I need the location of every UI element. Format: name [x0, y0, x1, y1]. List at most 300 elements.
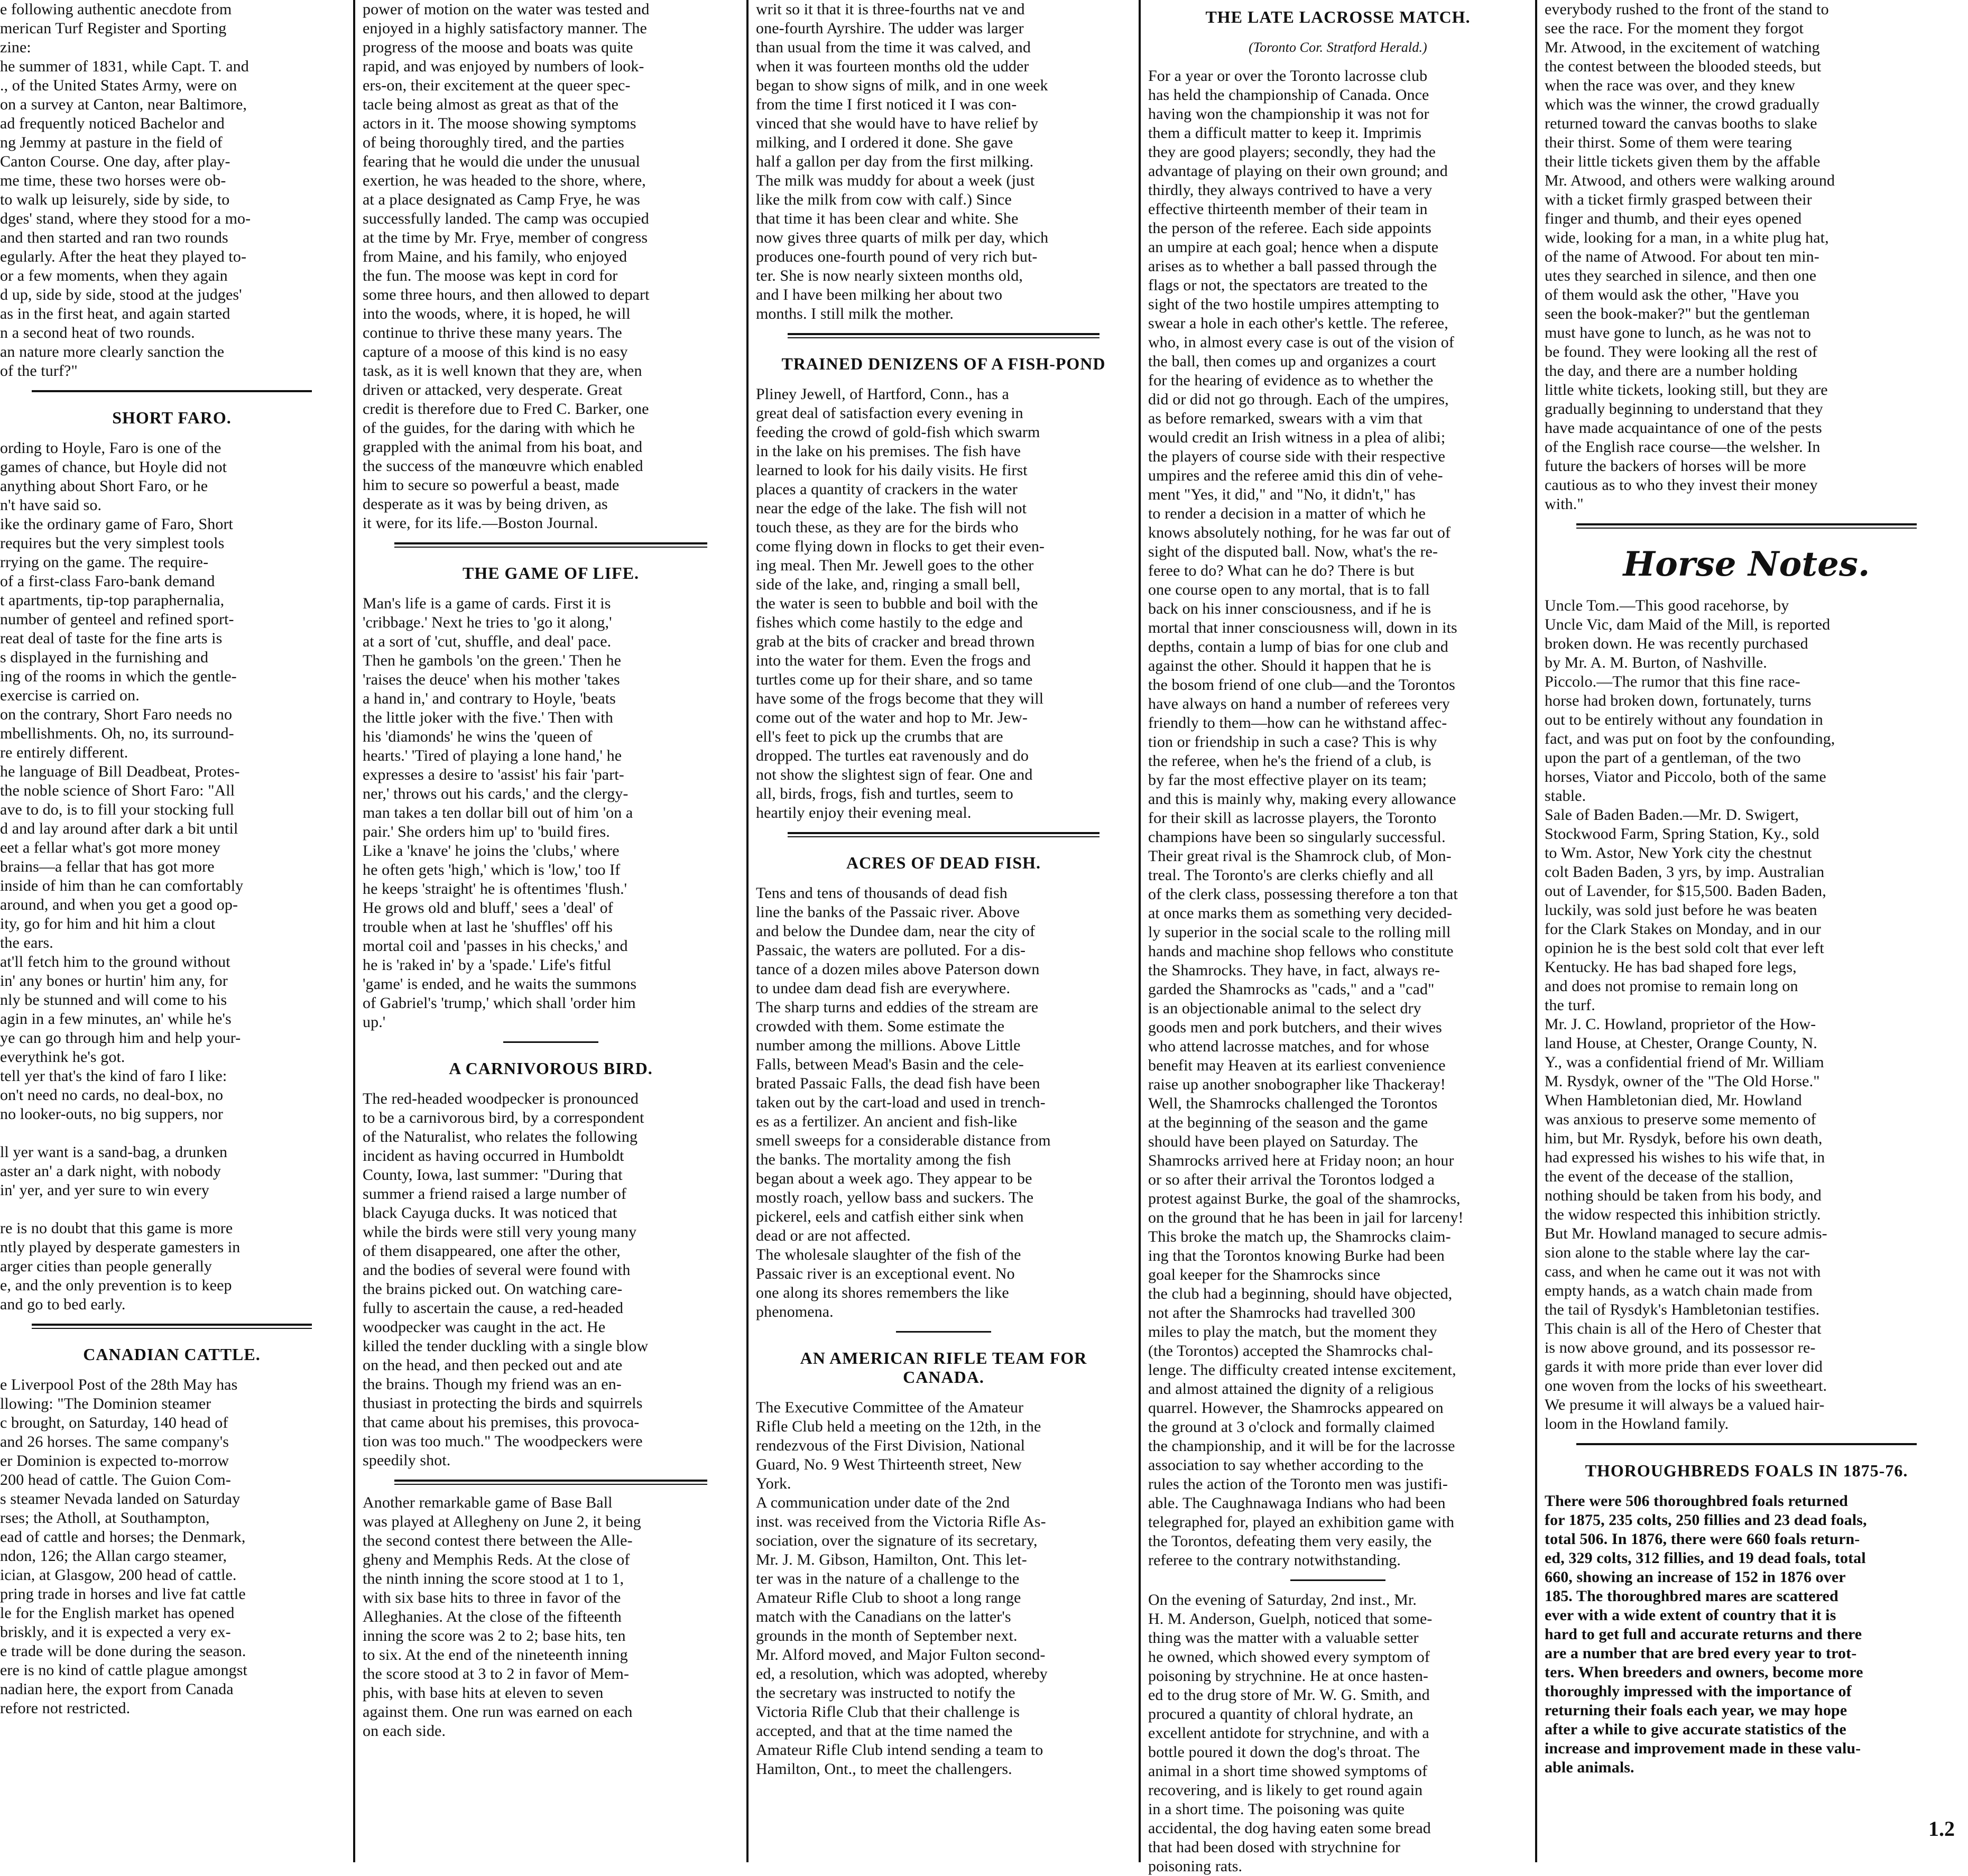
text-line: back on his inner consciousness, and if he is — [1148, 600, 1431, 617]
text-line: mbellishments. Oh, no, its surround- — [0, 725, 234, 742]
text-line: er Dominion is expected to-morrow — [0, 1452, 229, 1470]
text-line: an umpire at each goal; hence when a dispute — [1148, 238, 1439, 256]
text-line: sight of the disputed ball. Now, what's the re- — [1148, 543, 1438, 560]
text-line: ing of the rooms in which the gentle- — [0, 668, 237, 685]
text-line: the ball, then comes up and organizes a court — [1148, 353, 1436, 370]
text-line: horse had broken down, fortunately, turns — [1545, 692, 1812, 709]
column-rule — [746, 0, 749, 1862]
text-line: Passaic river is an exceptional event. No — [756, 1265, 1015, 1282]
text-line: in' yer, and yer sure to win every — [0, 1181, 209, 1199]
text-line: The Executive Committee of the Amateur — [756, 1399, 1024, 1416]
text-line: must have gone to lunch, as he was not to — [1545, 324, 1812, 341]
text-line: against them. One run was earned on each — [363, 1703, 633, 1721]
text-line: power of motion on the water was tested and — [363, 1, 650, 18]
text-line: cautious as to who they invest their money — [1545, 476, 1818, 494]
text-line: Their great rival is the Shamrock club, of Mon- — [1148, 847, 1452, 865]
separator — [32, 1328, 312, 1329]
text-line: hands and machine shop fellows who constitute — [1148, 942, 1454, 960]
text-line: rapid, and was enjoyed by numbers of look- — [363, 58, 644, 75]
text-line: quarrel. However, the Shamrocks appeared on — [1148, 1399, 1444, 1417]
text-line: arger cities than people generally — [0, 1258, 212, 1275]
article-canadian-cattle — [0, 1375, 344, 1718]
text-line: requires but the very simplest tools — [0, 534, 225, 552]
text-line: when the race was over, and they knew — [1545, 77, 1795, 94]
text-line: goods men and pork butchers, and their wives — [1148, 1019, 1442, 1036]
text-line: like the milk from cow with calf.) Since — [756, 191, 1012, 208]
text-line: Piccolo.—The rumor that this fine race- — [1545, 673, 1800, 690]
text-line: the club had a beginning, should have objected, — [1148, 1285, 1453, 1302]
text-line: treal. The Toronto's are clerks chiefly and all — [1148, 866, 1434, 884]
text-line: ording to Hoyle, Faro is one of the — [0, 439, 221, 457]
text-line: lenge. The difficulty created intense excitement, — [1148, 1361, 1456, 1379]
text-line: or a few moments, when they again — [0, 267, 228, 284]
text-line: e trade will be done during the season. — [0, 1642, 246, 1660]
text-line: by far the most effective player on its team; — [1148, 771, 1427, 789]
text-line: was played at Allegheny on June 2, it being — [363, 1513, 641, 1530]
text-line: for the Clark Stakes on Monday, and in our — [1545, 920, 1821, 938]
text-line: having won the championship it was not for — [1148, 105, 1429, 123]
text-line: merican Turf Register and Sporting — [0, 20, 227, 37]
text-line: and then started and ran two rounds — [0, 229, 228, 246]
text-line: fully to ascertain the cause, a red-headed — [363, 1299, 624, 1317]
text-line: after a while to give accurate statistics of the — [1545, 1721, 1846, 1738]
text-line: Shamrocks arrived here at Friday noon; an hour — [1148, 1152, 1454, 1169]
text-line: Amateur Rifle Club intend sending a team to — [756, 1741, 1043, 1759]
text-line: near the edge of the lake. The fish will not — [756, 500, 1027, 517]
text-line: ave to do, is to fill your stocking full — [0, 801, 235, 818]
text-line: Well, the Shamrocks challenged the Torontos — [1148, 1095, 1438, 1112]
text-line: the referee, when he's the friend of a club, is — [1148, 752, 1431, 770]
text-line: at'll fetch him to the ground without — [0, 953, 230, 971]
text-line: have always on hand a number of referees very — [1148, 695, 1450, 713]
text-line: at a sort of 'cut, shuffle, and deal' pace. — [363, 633, 612, 650]
text-line: produces one-fourth pound of very rich but- — [756, 248, 1038, 265]
text-line: advantage of playing on their own ground; and — [1148, 162, 1448, 180]
text-line: driven or attacked, very desperate. Great — [363, 381, 623, 399]
separator — [788, 333, 1100, 335]
text-line: now gives three quarts of milk per day, which — [756, 229, 1049, 246]
text-line: increase and improvement made in these valu- — [1545, 1740, 1861, 1757]
text-line: the banks. The mortality among the fish — [756, 1151, 1011, 1168]
text-line: out to be entirely without any foundation in — [1545, 711, 1823, 728]
text-line: which was the winner, the crowd gradually — [1545, 96, 1820, 113]
text-line: feeding the crowd of gold-fish which swarm — [756, 423, 1040, 441]
text-line: around, and when you get a good op- — [0, 896, 238, 913]
text-line: for 1875, 235 colts, 250 fillies and 23 dead foals, — [1545, 1511, 1867, 1529]
text-line: Guard, No. 9 West Thirteenth street, New — [756, 1456, 1022, 1473]
text-line: one course open to any mortal, that is to fall — [1148, 581, 1430, 598]
text-line: the brains picked out. On watching care- — [363, 1280, 623, 1298]
text-line: with." — [1545, 495, 1584, 513]
text-line: ye can go through him and help your- — [0, 1029, 241, 1047]
heading-trained-denizens: TRAINED DENIZENS OF A FISH-POND — [781, 354, 1106, 373]
separator — [1576, 523, 1917, 525]
text-line: re entirely different. — [0, 744, 128, 761]
text-line: cass, and when he came out it was not with — [1545, 1263, 1821, 1280]
text-line: at once marks them as something very decided- — [1148, 904, 1453, 922]
column-5 — [1545, 0, 1948, 1862]
text-line: 185. The thoroughbred mares are scattered — [1545, 1587, 1838, 1605]
separator — [394, 1480, 707, 1482]
text-line: black Cayuga ducks. It was noticed that — [363, 1204, 617, 1222]
text-line: the score stood at 3 to 2 in favor of Mem- — [363, 1665, 630, 1683]
text-line: able animals. — [1545, 1759, 1634, 1776]
text-line: milking, and I ordered it done. She gave — [756, 134, 1013, 151]
text-line: Mr. Alford moved, and Major Fulton second- — [756, 1646, 1046, 1664]
text-line: the contest between the blooded steeds, but — [1545, 58, 1822, 75]
heading-game-of-life: THE GAME OF LIFE. — [462, 563, 640, 583]
text-line: months. I still milk the mother. — [756, 305, 954, 322]
text-line: nly be stunned and will come to his — [0, 991, 227, 1009]
text-line: one woven from the locks of his sweetheart. — [1545, 1377, 1827, 1394]
text-line: of being thoroughly tired, and the parties — [363, 134, 624, 151]
text-line: successfully landed. The camp was occupied — [363, 210, 649, 227]
heading-carnivorous-bird: A CARNIVOROUS BIRD. — [449, 1059, 653, 1078]
text-line: of the guides, for the daring with which he — [363, 419, 635, 437]
text-line: the person of the referee. Each side appoints — [1148, 219, 1431, 237]
text-line: the success of the manœuvre which enabled — [363, 457, 643, 475]
text-line: that had been dosed with strychnine for — [1148, 1838, 1401, 1856]
text-line: the little joker with the five.' Then with — [363, 709, 613, 726]
text-line: expresses a desire to 'assist' his fair 'part- — [363, 766, 624, 783]
text-line: everythink he's got. — [0, 1048, 125, 1066]
text-line: fishes which come hastily to the edge and — [756, 614, 1023, 631]
text-line: Mr. J. M. Gibson, Hamilton, Ont. This let- — [756, 1551, 1027, 1568]
text-line: rules the action of the Toronto men was justifi- — [1148, 1475, 1448, 1493]
article-base-ball — [363, 1493, 739, 1741]
text-line: Sale of Baden Baden.—Mr. D. Swigert, — [1545, 806, 1799, 824]
text-line: one-fourth Ayrshire. The udder was larger — [756, 20, 1024, 37]
text-line: tacle being almost as great as that of the — [363, 96, 619, 113]
separator — [1576, 1443, 1917, 1445]
text-line: no looker-outs, no big suppers, nor — [0, 1105, 224, 1123]
text-line: crowded with them. Some estimate the — [756, 1018, 1005, 1035]
text-line: the championship, and it will be for the lacrosse — [1148, 1437, 1455, 1455]
text-line: Victoria Rifle Club that their challenge is — [756, 1703, 1020, 1721]
text-line: zine: — [0, 39, 31, 56]
text-line: Kentucky. He has bad shaped fore legs, — [1545, 958, 1797, 976]
heading-lacrosse-match: THE LATE LACROSSE MATCH. — [1205, 7, 1471, 26]
heading-short-faro: SHORT FARO. — [112, 408, 232, 427]
text-line: nadian here, the export from Canada — [0, 1680, 234, 1698]
text-line: great deal of satisfaction every evening in — [756, 404, 1023, 422]
text-line: Another remarkable game of Base Ball — [363, 1494, 613, 1511]
text-line: thoroughly impressed with the importance of — [1545, 1683, 1852, 1700]
text-line: This chain is all of the Hero of Chester that — [1545, 1320, 1822, 1337]
text-line: in the lake on his premises. The fish have — [756, 442, 1021, 460]
text-line: hearts.' 'Tired of playing a lone hand,' he — [363, 747, 622, 764]
text-line: trouble when at last he 'shuffles' off his — [363, 918, 613, 936]
text-line: number of genteel and refined sport- — [0, 611, 234, 628]
text-line: ers-on, their excitement at the queer spec- — [363, 77, 631, 94]
separator — [32, 1324, 312, 1326]
heading-horse-notes: Horse Notes. — [1623, 544, 1870, 584]
text-line: than usual from the time it was calved, and — [756, 39, 1031, 56]
text-line: capture of a moose of this kind is no easy — [363, 343, 628, 361]
text-line: Then he gambols 'on the green.' Then he — [363, 652, 622, 669]
text-line: e, and the only prevention is to keep — [0, 1277, 232, 1294]
text-line: Man's life is a game of cards. First it is — [363, 595, 611, 612]
separator — [394, 542, 707, 544]
text-line: effective thirteenth member of their team in — [1148, 200, 1428, 218]
text-line: one along its shores remembers the like — [756, 1284, 1009, 1301]
text-line: or so after their arrival the Torontos lodged a — [1148, 1171, 1435, 1188]
text-line: ll yer want is a sand-bag, a drunken — [0, 1143, 228, 1161]
text-line: grounds in the month of September next. — [756, 1627, 1018, 1644]
text-line: ician, at Glasgow, 200 head of cattle. — [0, 1566, 237, 1584]
text-line: ing meal. Then Mr. Jewell goes to the other — [756, 557, 1034, 574]
text-line: c brought, on Saturday, 140 head of — [0, 1414, 228, 1431]
separator — [503, 1041, 598, 1043]
text-line: When Hambletonian died, Mr. Howland — [1545, 1092, 1802, 1109]
column-3 — [756, 0, 1131, 1862]
text-line: returning their foals each year, we may hope — [1545, 1702, 1847, 1719]
text-line: have some of the frogs become that they will — [756, 690, 1044, 707]
byline: (Toronto Cor. Stratford Herald.) — [1249, 40, 1427, 55]
text-line: telegraphed for, played an exhibition game with — [1148, 1513, 1455, 1531]
text-line: total 506. In 1876, there were 660 foals return- — [1545, 1530, 1860, 1548]
text-line: County, Iowa, last summer: "During that — [363, 1166, 623, 1184]
text-line: ead of cattle and horses; the Denmark, — [0, 1528, 246, 1546]
text-line: exertion, he was headed to the shore, where, — [363, 172, 646, 189]
text-line: and I have been milking her about two — [756, 286, 1003, 303]
text-line: re is no doubt that this game is more — [0, 1219, 233, 1237]
text-line: On the evening of Saturday, 2nd inst., Mr. — [1148, 1591, 1417, 1609]
text-line: broken down. He was recently purchased — [1545, 635, 1808, 652]
text-line: The sharp turns and eddies of the stream are — [756, 999, 1039, 1016]
text-line: horses, Viator and Piccolo, both of the same — [1545, 768, 1826, 785]
text-line: continue to thrive these many years. The — [363, 324, 622, 341]
text-line: was anxious to preserve some memento of — [1545, 1111, 1816, 1128]
text-line: ., of the United States Army, were on — [0, 77, 237, 94]
text-line: tion or friendship in such a case? This is why — [1148, 733, 1437, 751]
text-line: of the turf?" — [0, 362, 78, 380]
article-dead-fish — [756, 884, 1131, 1321]
cow-article-end — [756, 0, 1131, 324]
separator — [788, 836, 1100, 837]
text-line: Y., was a confidential friend of Mr. William — [1545, 1053, 1824, 1071]
text-line: Mr. Atwood, in the excitement of watching — [1545, 39, 1820, 56]
text-line: finger and thumb, and their eyes opened — [1545, 210, 1802, 227]
article-carnivorous-bird — [363, 1089, 739, 1470]
text-line: ntly played by desperate gamesters in — [0, 1239, 241, 1256]
text-line: credit is therefore due to Fred C. Barker, one — [363, 400, 649, 418]
text-line: for the hearing of evidence as to whether the — [1148, 372, 1434, 389]
text-line: incident as having occurred in Humboldt — [363, 1147, 624, 1165]
text-line: to six. At the end of the nineteenth inning — [363, 1646, 628, 1664]
text-line: briskly, and it is expected a very ex- — [0, 1623, 231, 1641]
text-line: poisoning by strychnine. He at once hasten- — [1148, 1667, 1429, 1685]
text-line: s steamer Nevada landed on Saturday — [0, 1490, 241, 1508]
heading-thoroughbred-foals: THOROUGHBREDS FOALS IN 1875-76. — [1585, 1461, 1908, 1480]
text-line: H. M. Anderson, Guelph, noticed that some- — [1148, 1610, 1433, 1628]
text-line: out of Lavender, for $15,500. Baden Baden, — [1545, 882, 1826, 900]
text-line: of the name of Atwood. For about ten min- — [1545, 248, 1819, 265]
text-line: gradually beginning to understand that they — [1545, 400, 1823, 418]
text-line: hard to get full and accurate returns and there — [1545, 1625, 1862, 1643]
text-line: from the time I first noticed it I was con- — [756, 96, 1017, 113]
text-line: eet a fellar what's got more money — [0, 839, 220, 856]
text-line: ter. She is now nearly sixteen months old, — [756, 267, 1023, 284]
text-line: friendly to them—how can he withstand affec- — [1148, 714, 1447, 732]
text-line: grappled with the animal from his boat, and — [363, 438, 643, 456]
text-line: Tens and tens of thousands of dead fish — [756, 884, 1008, 902]
text-line: the Shamrocks. They have, in fact, always re- — [1148, 962, 1440, 979]
text-line: brated Passaic Falls, the dead fish have been — [756, 1075, 1040, 1092]
text-line: an nature more clearly sanction the — [0, 343, 225, 361]
text-line: Alleghanies. At the close of the fifteenth — [363, 1608, 622, 1625]
text-line: arises as to whether a ball passed through the — [1148, 257, 1437, 275]
text-line: rrying on the game. The require- — [0, 553, 209, 571]
text-line: he owned, which showed every symptom of — [1148, 1648, 1430, 1666]
text-line: knows absolutely nothing, for he was far out of — [1148, 524, 1451, 541]
article-horse-notes — [1545, 596, 1948, 1434]
text-line: while the birds were still very young many — [363, 1223, 637, 1241]
article-game-of-life — [363, 594, 739, 1032]
race-article-end — [1545, 0, 1948, 514]
text-line: the secretary was instructed to notify the — [756, 1684, 1015, 1702]
text-line: at the beginning of the season and the game — [1148, 1114, 1428, 1131]
text-line: had expressed his wishes to his wife that, in — [1545, 1149, 1825, 1166]
text-line: tion was too much." The woodpeckers were — [363, 1433, 643, 1450]
text-line: wide, looking for a man, in a white plug hat, — [1545, 229, 1829, 246]
separator — [896, 1331, 991, 1333]
text-line: Like a 'knave' he joins the 'clubs,' where — [363, 842, 620, 860]
text-line: pair.' She orders him up' to 'build fires. — [363, 823, 610, 840]
text-line: dead or are not affected. — [756, 1227, 911, 1244]
text-line: learned to look for his daily visits. He first — [756, 461, 1028, 479]
text-line: bottle poured it down the dog's throat. The — [1148, 1743, 1420, 1761]
text-line: grab at the bits of cracker and bread thrown — [756, 633, 1035, 650]
text-line: anything about Short Faro, or he — [0, 477, 208, 495]
text-line: swear a hole in each other's kettle. The referee, — [1148, 315, 1448, 332]
text-line: be found. They were looking all the rest of — [1545, 343, 1818, 361]
text-line: on the ground that he has been in jail for larceny! — [1148, 1209, 1464, 1226]
text-line: on the head, and then pecked out and ate — [363, 1356, 623, 1374]
article-short-faro — [0, 439, 344, 1314]
text-line: began to show signs of milk, and in one week — [756, 77, 1048, 94]
text-line: inst. was received from the Victoria Rifle As- — [756, 1513, 1046, 1530]
text-line: pring trade in horses and live fat cattle — [0, 1585, 246, 1603]
text-line: to Wm. Astor, New York city the chestnut — [1545, 844, 1812, 862]
text-line: began about a week ago. They appear to be — [756, 1170, 1032, 1187]
text-line: Uncle Tom.—This good racehorse, by — [1545, 597, 1789, 614]
text-line: recovering, and is likely to get round again — [1148, 1781, 1423, 1799]
text-line: ere is no kind of cattle plague amongst — [0, 1661, 247, 1679]
text-line: match with the Canadians on the latter's — [756, 1608, 1011, 1625]
text-line: sociation, over the signature of its secretary, — [756, 1532, 1038, 1549]
text-line: nothing should be taken from his body, and — [1545, 1187, 1822, 1204]
heading-canadian-cattle: CANADIAN CATTLE. — [83, 1345, 261, 1364]
text-line: into the water for them. Even the frogs and — [756, 652, 1031, 669]
moose-article-end — [363, 0, 739, 533]
text-line: M. Rysdyk, owner of the "The Old Horse." — [1545, 1073, 1820, 1090]
text-line: and go to bed early. — [0, 1296, 126, 1313]
text-line: poisoning rats. — [1148, 1857, 1243, 1875]
text-line: in' any bones or hurtin' him any, for — [0, 972, 228, 990]
text-line: the ground at 3 o'clock and formally claimed — [1148, 1418, 1435, 1436]
text-line: thirdly, they always contrived to have a very — [1148, 181, 1433, 199]
text-line: We presume it will always be a valued hair- — [1545, 1396, 1825, 1413]
text-line: number among the millions. Above Little — [756, 1037, 1021, 1054]
anecdote-end — [0, 0, 344, 381]
text-line: it were, for its life.—Boston Journal. — [363, 514, 598, 532]
text-line: he summer of 1831, while Capt. T. and — [0, 58, 249, 75]
text-line: of a first-class Faro-bank demand — [0, 572, 215, 590]
text-line: A communication under date of the 2nd — [756, 1494, 1010, 1511]
text-line: stable. — [1545, 787, 1586, 805]
text-line: at a place designated as Camp Frye, he was — [363, 191, 640, 208]
text-line: ed, a resolution, which was adopted, whereby — [756, 1665, 1048, 1683]
column-rule — [1139, 0, 1141, 1862]
text-line: ing that the Torontos knowing Burke had been — [1148, 1247, 1445, 1264]
text-line: ed, 329 colts, 312 fillies, and 19 dead foals, total — [1545, 1549, 1866, 1567]
text-line: into the woods, where, it is hoped, he will — [363, 305, 631, 322]
text-line: mortal coil and 'passes in his checks,' and — [363, 937, 628, 955]
text-line: garded the Shamrocks as "cads," and a "cad" — [1148, 981, 1435, 998]
text-line: 'raises the deuce' when his mother 'takes — [363, 671, 620, 688]
text-line: not after the Shamrocks had travelled 300 — [1148, 1304, 1416, 1321]
text-line: the water is seen to bubble and boil with the — [756, 595, 1038, 612]
text-line: opinion he is the best sold colt that ever left — [1545, 939, 1824, 957]
text-line: d and lay around after dark a bit until — [0, 820, 238, 837]
text-line: 'cribbage.' Next he tries to 'go it along,' — [363, 614, 612, 631]
text-line: the day, and there are a number holding — [1545, 362, 1798, 380]
article-fish-pond — [756, 385, 1131, 823]
text-line: protest against Burke, the goal of the shamrocks, — [1148, 1190, 1461, 1207]
text-line: him, but Mr. Rysdyk, before his own death, — [1545, 1130, 1823, 1147]
text-line: vinced that she would have to have relief by — [756, 115, 1039, 132]
text-line: ever with a wide extent of country that it is — [1545, 1606, 1836, 1624]
text-line: he language of Bill Deadbeat, Protes- — [0, 763, 240, 780]
text-line: see the race. For the moment they forgot — [1545, 20, 1804, 37]
text-line: dges' stand, where they stood for a mo- — [0, 210, 251, 227]
text-line: association to say whether according to the — [1148, 1456, 1424, 1474]
text-line: llowing: "The Dominion steamer — [0, 1395, 211, 1412]
text-line: the fun. The moose was kept in cord for — [363, 267, 618, 284]
separator — [32, 390, 312, 392]
text-line: (the Torontos) accepted the Shamrocks chal- — [1148, 1342, 1433, 1360]
text-line: as before remarked, swears with a vim that — [1148, 410, 1423, 427]
text-line: ly superior in the social scale to the rolling mill — [1148, 923, 1451, 941]
text-line: not show the slightest sign of fear. One and — [756, 766, 1033, 783]
text-line: ed to the drug store of Mr. W. G. Smith, and — [1148, 1686, 1430, 1704]
text-line: 'game' is ended, and he waits the summons — [363, 975, 637, 993]
text-line: umpires and the referee amid this din of vehe- — [1148, 467, 1443, 484]
text-line: against the other. Should it happen that he is — [1148, 657, 1431, 674]
text-line: thusiast in protecting the birds and squirrels — [363, 1394, 643, 1412]
text-line: But Mr. Howland managed to secure admis- — [1545, 1225, 1827, 1242]
text-line: t apartments, tip-top paraphernalia, — [0, 592, 225, 609]
article-foals — [1545, 1492, 1948, 1777]
text-line: dropped. The turtles eat ravenously and do — [756, 747, 1029, 764]
text-line: feree to do? What can he do? There is but — [1148, 562, 1415, 579]
text-line: ters. When breeders and owners, become more — [1545, 1664, 1863, 1681]
text-line: Rifle Club held a meeting on the 12th, in the — [756, 1418, 1041, 1435]
text-line: half a gallon per day from the first milking. — [756, 153, 1034, 170]
text-line: e following authentic anecdote from — [0, 1, 232, 18]
text-line: fearing that he would die under the unusual — [363, 153, 640, 170]
text-line: Stockwood Farm, Spring Station, Ky., sold — [1545, 825, 1819, 843]
text-line: taken out by the cart-load and used in trench- — [756, 1094, 1046, 1111]
text-line: are a number that are bred every year to trot- — [1545, 1644, 1857, 1662]
text-line: actors in it. The moose showing symptoms — [363, 115, 636, 132]
heading-acres-of-dead-fish: ACRES OF DEAD FISH. — [846, 853, 1041, 872]
text-line: when it was fourteen months old the udder — [756, 58, 1029, 75]
text-line: and 26 horses. The same company's — [0, 1433, 229, 1450]
text-line: man takes a ten dollar bill out of him 'on a — [363, 804, 633, 821]
text-line: upon the part of a gentleman, of the two — [1545, 749, 1801, 766]
